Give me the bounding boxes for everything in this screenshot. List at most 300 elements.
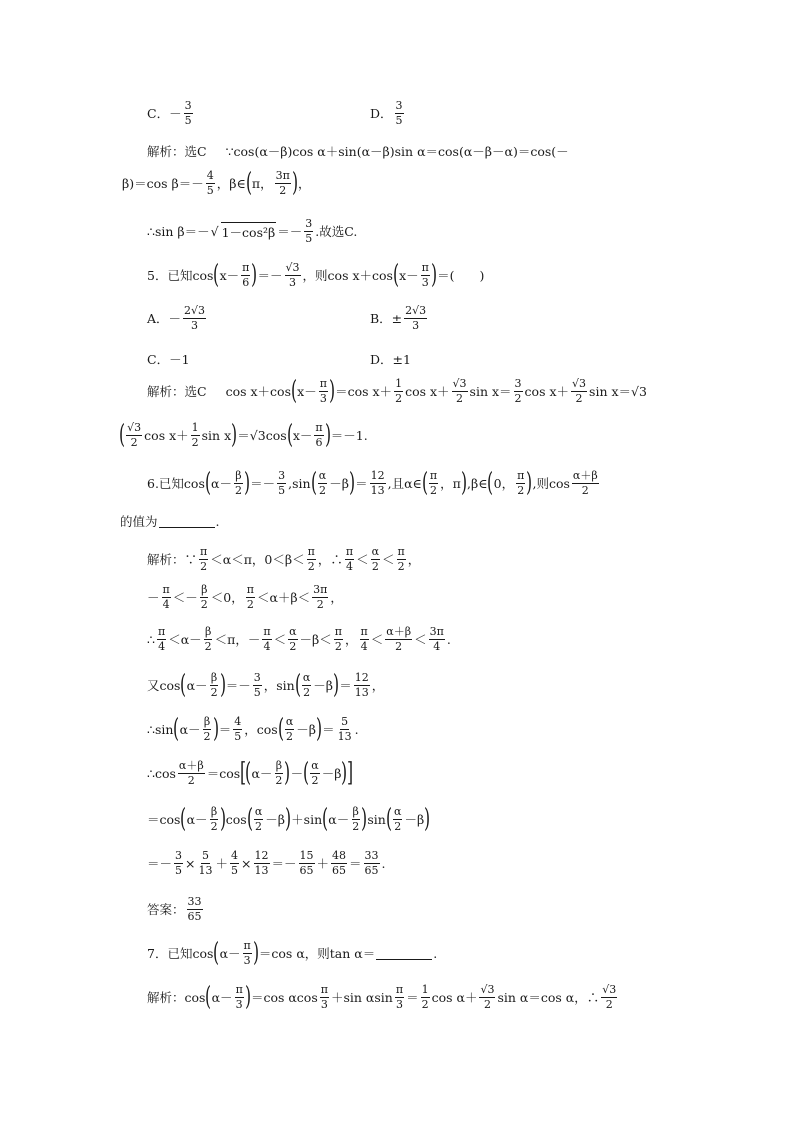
numerator: π bbox=[517, 469, 525, 482]
numerator: 4 bbox=[231, 849, 239, 862]
answer-blank bbox=[159, 515, 215, 528]
paren: ( bbox=[421, 468, 428, 499]
paren: ( bbox=[119, 420, 126, 451]
numerator: α＋β bbox=[386, 625, 412, 638]
numerator: 2√3 bbox=[405, 304, 427, 317]
q4-solution-line1 bbox=[147, 142, 569, 160]
fraction bbox=[319, 378, 328, 404]
numerator: π bbox=[242, 261, 250, 274]
solution-text: 又cos bbox=[147, 678, 181, 694]
solution-text: cos x＋ bbox=[524, 384, 570, 400]
q6-solution-line5 bbox=[147, 714, 359, 745]
question-text: ＝－ bbox=[250, 476, 276, 492]
fraction bbox=[187, 896, 203, 922]
q4-option-c bbox=[147, 100, 194, 126]
question-text: 5．已知cos bbox=[147, 268, 214, 284]
fraction bbox=[571, 378, 587, 404]
solution-text: 解析：cos bbox=[147, 990, 206, 1006]
numerator: π bbox=[345, 545, 354, 558]
paren: ( bbox=[213, 260, 220, 291]
paren: ) bbox=[460, 468, 467, 499]
paren: ) bbox=[244, 982, 251, 1013]
numerator: 3 bbox=[278, 469, 286, 482]
solution-text: ＜ bbox=[370, 632, 384, 648]
denominator: 65 bbox=[332, 863, 347, 877]
denominator: 2 bbox=[246, 597, 254, 611]
denominator: 3 bbox=[319, 391, 327, 405]
q5-option-b bbox=[370, 305, 428, 331]
numerator: β bbox=[235, 469, 242, 482]
denominator: 2 bbox=[430, 483, 438, 497]
solution-text: ＋sin bbox=[291, 812, 323, 828]
fraction bbox=[320, 984, 329, 1010]
denominator: 2 bbox=[514, 391, 522, 405]
fraction bbox=[370, 470, 386, 496]
solution-text: sin α＝cos α，∴ bbox=[497, 990, 600, 1006]
numerator: α＋β bbox=[178, 759, 204, 772]
solution-text: cos α＋ bbox=[431, 990, 478, 1006]
fraction bbox=[275, 170, 291, 196]
denominator: 3 bbox=[320, 997, 328, 1011]
solution-text: ，∴ bbox=[317, 552, 343, 568]
denominator: 2 bbox=[316, 597, 324, 611]
fraction bbox=[199, 546, 208, 572]
numerator: α＋β bbox=[572, 469, 598, 482]
fraction bbox=[314, 422, 323, 448]
numerator: α bbox=[289, 625, 297, 638]
solution-text: ＜ bbox=[273, 632, 287, 648]
fraction bbox=[395, 100, 404, 126]
q5-option-a bbox=[147, 305, 207, 331]
numerator: π bbox=[334, 625, 343, 638]
question-text: . bbox=[433, 945, 438, 961]
denominator: 13 bbox=[337, 729, 352, 743]
numerator: √3 bbox=[452, 377, 467, 390]
denominator: 2 bbox=[581, 483, 589, 497]
solution-text: × bbox=[185, 855, 196, 871]
paren: ) bbox=[251, 260, 258, 291]
fraction bbox=[162, 584, 171, 610]
numerator: 3 bbox=[253, 671, 261, 684]
fraction bbox=[254, 850, 270, 876]
paren: ) bbox=[291, 168, 298, 199]
paren: ( bbox=[246, 804, 253, 835]
solution-text: ＜ bbox=[382, 552, 395, 568]
q6-solution-line3 bbox=[147, 626, 451, 652]
denominator: 4 bbox=[433, 639, 441, 653]
paren: ( bbox=[173, 714, 180, 745]
fraction bbox=[253, 672, 262, 698]
numerator: π bbox=[235, 983, 243, 996]
paren: ( bbox=[245, 168, 252, 199]
sqrt-sign: √ bbox=[210, 223, 219, 239]
denominator: 4 bbox=[263, 639, 271, 653]
numerator: 3 bbox=[514, 377, 522, 390]
paren: ( bbox=[294, 670, 301, 701]
fraction bbox=[404, 305, 427, 331]
denominator: 5 bbox=[305, 231, 313, 245]
numerator: π bbox=[360, 625, 368, 638]
solution-text: ＜－ bbox=[172, 590, 198, 606]
numerator: 3π bbox=[429, 625, 444, 638]
numerator: β bbox=[352, 805, 359, 818]
solution-text: ＜ bbox=[414, 632, 427, 648]
fraction bbox=[235, 984, 244, 1010]
denominator: 13 bbox=[198, 863, 213, 877]
solution-text: cos x＋ bbox=[144, 428, 189, 444]
solution-text: ＋ bbox=[316, 856, 330, 872]
fraction bbox=[364, 850, 380, 876]
fraction bbox=[516, 470, 525, 496]
q6-stem-tail bbox=[120, 512, 220, 530]
solution-text: － bbox=[147, 590, 160, 606]
fraction bbox=[233, 716, 242, 742]
numerator: π bbox=[319, 377, 327, 390]
fraction bbox=[397, 546, 406, 572]
option-label: C．－ bbox=[147, 106, 182, 122]
solution-text: ＜π，－ bbox=[214, 632, 261, 648]
numerator: α bbox=[254, 805, 263, 818]
fraction bbox=[246, 584, 255, 610]
paren: ) bbox=[526, 468, 533, 499]
numerator: √3 bbox=[572, 377, 587, 390]
denominator: 3 bbox=[412, 318, 420, 332]
fraction bbox=[206, 170, 215, 196]
answer-blank bbox=[376, 947, 432, 960]
fraction bbox=[514, 378, 523, 404]
fraction bbox=[394, 378, 403, 404]
fraction bbox=[452, 378, 468, 404]
paren: ( bbox=[291, 376, 298, 407]
numerator: √3 bbox=[480, 983, 495, 996]
denominator: 6 bbox=[242, 275, 250, 289]
question-text: 的值为 bbox=[120, 514, 158, 529]
denominator: 2 bbox=[200, 559, 208, 573]
solution-text: ， bbox=[330, 590, 343, 606]
fraction bbox=[393, 806, 402, 832]
solution-text: ＜ bbox=[356, 552, 369, 568]
solution-text: ，β∈ bbox=[216, 176, 246, 192]
solution-text: ＝－1. bbox=[330, 428, 368, 444]
q5-stem bbox=[147, 260, 485, 291]
solution-label: 解析：选C bbox=[147, 384, 207, 400]
paren: ) bbox=[231, 420, 238, 451]
denominator: 4 bbox=[158, 639, 166, 653]
denominator: 65 bbox=[187, 909, 202, 923]
numerator: 1 bbox=[191, 421, 199, 434]
solution-text: α－ bbox=[179, 722, 201, 738]
fraction bbox=[178, 760, 205, 786]
numerator: 3 bbox=[184, 99, 192, 112]
solution-text: . bbox=[381, 855, 386, 871]
fraction bbox=[254, 806, 263, 832]
denominator: 2 bbox=[234, 483, 242, 497]
solution-text: ∴ bbox=[147, 631, 155, 647]
denominator: 2 bbox=[352, 819, 360, 833]
paren: ) bbox=[212, 714, 219, 745]
numerator: 3π bbox=[275, 169, 290, 182]
question-text: ＝－ bbox=[257, 268, 283, 284]
numerator: π bbox=[243, 939, 251, 952]
fraction bbox=[183, 305, 206, 331]
fraction bbox=[285, 716, 294, 742]
q5-solution-line2 bbox=[119, 420, 368, 451]
paren: ( bbox=[213, 938, 220, 969]
numerator: 12 bbox=[254, 849, 269, 862]
q6-solution-line7 bbox=[147, 804, 431, 835]
numerator: π bbox=[307, 545, 315, 558]
solution-text: ，sin bbox=[263, 678, 295, 694]
denominator: 2 bbox=[200, 597, 208, 611]
numerator: α bbox=[371, 545, 380, 558]
paren: ( bbox=[180, 804, 187, 835]
question-text: ,则cos bbox=[532, 476, 570, 492]
denominator: 2 bbox=[395, 391, 403, 405]
fraction bbox=[429, 626, 445, 652]
question-text: 6.已知cos bbox=[147, 476, 205, 492]
q7-stem bbox=[147, 938, 438, 969]
fraction bbox=[288, 626, 297, 652]
fraction bbox=[345, 546, 354, 572]
denominator: 5 bbox=[278, 483, 286, 497]
solution-text: β)＝cos β＝－ bbox=[122, 176, 204, 192]
fraction bbox=[230, 850, 239, 876]
fraction bbox=[360, 626, 369, 652]
question-text: ＝( ) bbox=[437, 268, 485, 284]
paren: ( bbox=[286, 420, 293, 451]
solution-text: ＝－ bbox=[277, 224, 303, 240]
paren: ) bbox=[328, 376, 336, 407]
question-text: ＝ bbox=[355, 476, 368, 492]
fraction bbox=[354, 672, 370, 698]
fraction bbox=[277, 470, 286, 496]
numerator: α bbox=[311, 759, 319, 772]
denominator: 2 bbox=[394, 819, 402, 833]
fraction bbox=[285, 262, 301, 288]
question-text: ，π bbox=[440, 476, 461, 492]
fraction bbox=[126, 422, 142, 448]
denominator: 2 bbox=[204, 639, 212, 653]
denominator: 2 bbox=[279, 183, 287, 197]
fraction bbox=[395, 984, 404, 1010]
fraction bbox=[421, 262, 430, 288]
numerator: 3π bbox=[313, 583, 328, 596]
denominator: 65 bbox=[299, 863, 314, 877]
numerator: √3 bbox=[127, 421, 142, 434]
denominator: 2 bbox=[397, 559, 405, 573]
denominator: 2 bbox=[483, 997, 491, 1011]
solution-text: sin x＝ bbox=[469, 384, 512, 400]
numerator: π bbox=[315, 421, 323, 434]
solution-text: sin bbox=[367, 811, 386, 827]
paren: ( bbox=[245, 758, 252, 789]
solution-text: cos bbox=[225, 811, 247, 827]
solution-text: ＝ bbox=[349, 856, 362, 872]
option-label: B．± bbox=[370, 311, 403, 327]
paren: ( bbox=[385, 804, 392, 835]
paren: ) bbox=[284, 758, 291, 789]
paren: ) bbox=[244, 468, 251, 499]
fraction bbox=[198, 850, 214, 876]
numerator: β bbox=[203, 715, 211, 728]
denominator: 2 bbox=[187, 773, 195, 787]
denominator: 2 bbox=[203, 729, 211, 743]
solution-text: ，cos bbox=[244, 722, 278, 738]
numerator: 3 bbox=[395, 99, 403, 112]
solution-text: × bbox=[241, 855, 252, 871]
solution-text: － bbox=[290, 766, 304, 782]
fraction bbox=[210, 672, 219, 698]
solution-text: ＝－ bbox=[147, 856, 173, 872]
sqrt-content: 1－cos²β bbox=[221, 222, 277, 241]
denominator: 2 bbox=[395, 639, 403, 653]
solution-text: ＝ bbox=[322, 722, 335, 738]
fraction bbox=[304, 218, 313, 244]
solution-text: α－ bbox=[186, 812, 208, 828]
fraction bbox=[174, 850, 183, 876]
solution-text: α－ bbox=[211, 990, 233, 1006]
fraction bbox=[191, 422, 200, 448]
question-text: α－ bbox=[219, 946, 241, 962]
numerator: β bbox=[210, 805, 218, 818]
question-text: 7．已知cos bbox=[147, 946, 214, 962]
option-label: A．－ bbox=[147, 311, 182, 327]
question-text: ,β∈ bbox=[467, 475, 488, 491]
fraction bbox=[337, 716, 353, 742]
denominator: 2 bbox=[456, 391, 464, 405]
fraction bbox=[572, 470, 599, 496]
fraction bbox=[351, 806, 360, 832]
bracket: [ bbox=[240, 758, 247, 789]
paren: ) bbox=[324, 420, 331, 451]
numerator: √3 bbox=[285, 261, 300, 274]
denominator: 2 bbox=[371, 559, 379, 573]
fraction bbox=[262, 626, 271, 652]
paren: ) bbox=[219, 804, 226, 835]
fraction bbox=[318, 470, 327, 496]
numerator: 1 bbox=[421, 983, 429, 996]
q5-option-d: D．±1 bbox=[370, 352, 411, 367]
question-text: x－ bbox=[219, 268, 240, 284]
solution-text: －β＜ bbox=[299, 632, 332, 648]
paren: ) bbox=[430, 260, 438, 291]
solution-text: ， bbox=[407, 552, 421, 568]
solution-text: cos x＋ bbox=[405, 384, 450, 400]
paren: ) bbox=[333, 670, 340, 701]
paren: ( bbox=[180, 670, 187, 701]
solution-text: sin x bbox=[201, 427, 232, 443]
denominator: 2 bbox=[210, 685, 218, 699]
question-text: . bbox=[215, 513, 220, 529]
denominator: 2 bbox=[130, 435, 138, 449]
numerator: α bbox=[285, 715, 294, 728]
q7-solution-line1 bbox=[147, 982, 618, 1013]
paren: ( bbox=[205, 982, 212, 1013]
q6-solution-line2 bbox=[147, 584, 343, 610]
solution-text: 解析：∵ bbox=[147, 552, 198, 568]
numerator: π bbox=[162, 583, 170, 596]
numerator: 4 bbox=[234, 715, 242, 728]
solution-text: α－ bbox=[186, 678, 208, 694]
numerator: π bbox=[397, 545, 405, 558]
denominator: 2 bbox=[191, 435, 199, 449]
solution-text: －β bbox=[296, 722, 316, 738]
denominator: 2 bbox=[275, 773, 283, 787]
denominator: 2 bbox=[517, 483, 525, 497]
numerator: π bbox=[263, 625, 271, 638]
solution-text: ＝cos bbox=[206, 766, 241, 782]
solution-text: －β bbox=[313, 678, 334, 694]
numerator: 1 bbox=[395, 377, 403, 390]
solution-label: 解析：选C bbox=[147, 144, 207, 159]
numerator: β bbox=[201, 583, 208, 596]
question-text: α－ bbox=[211, 476, 232, 492]
denominator: 5 bbox=[175, 863, 183, 877]
paren: ( bbox=[303, 758, 310, 789]
fraction bbox=[302, 672, 311, 698]
denominator: 13 bbox=[254, 863, 269, 877]
denominator: 2 bbox=[421, 997, 429, 1011]
solution-text: x－ bbox=[297, 384, 317, 400]
paren: ) bbox=[252, 938, 259, 969]
solution-text: α－ bbox=[251, 766, 273, 782]
paren: ) bbox=[341, 758, 348, 789]
fraction bbox=[479, 984, 495, 1010]
solution-text: .故选C. bbox=[315, 224, 358, 240]
solution-text: ＝ bbox=[339, 678, 352, 694]
question-text: －β bbox=[329, 476, 349, 492]
numerator: 33 bbox=[364, 849, 379, 862]
fraction bbox=[200, 584, 209, 610]
denominator: 2 bbox=[286, 729, 294, 743]
numerator: 3 bbox=[175, 849, 183, 862]
solution-text: . bbox=[446, 631, 451, 647]
denominator: 5 bbox=[184, 113, 192, 127]
solution-text: ∵cos(α－β)cos α＋sin(α－β)sin α＝cos(α－β－α)＝cos(－ bbox=[225, 144, 569, 159]
solution-text: ＝cos bbox=[147, 812, 181, 828]
fraction bbox=[601, 984, 617, 1010]
paren: ) bbox=[219, 670, 226, 701]
solution-text: ∴sin bbox=[147, 721, 174, 737]
numerator: √3 bbox=[602, 983, 617, 996]
numerator: π bbox=[246, 583, 254, 596]
numerator: 48 bbox=[332, 849, 347, 862]
question-text: 0， bbox=[493, 476, 515, 492]
denominator: 2 bbox=[303, 685, 311, 699]
fraction bbox=[310, 760, 319, 786]
fraction bbox=[429, 470, 438, 496]
denominator: 2 bbox=[307, 559, 315, 573]
solution-text: x－ bbox=[292, 428, 313, 444]
denominator: 2 bbox=[255, 819, 263, 833]
solution-text: ∴sin β＝－ bbox=[147, 224, 210, 240]
q4-solution-line3 bbox=[147, 218, 357, 244]
fraction bbox=[371, 546, 380, 572]
q6-solution-line6 bbox=[147, 758, 353, 789]
solution-text: ， bbox=[371, 678, 385, 694]
denominator: 2 bbox=[318, 483, 326, 497]
paren: ) bbox=[361, 804, 368, 835]
numerator: 3 bbox=[305, 217, 313, 230]
fraction bbox=[203, 716, 212, 742]
fraction bbox=[204, 626, 213, 652]
fraction bbox=[421, 984, 430, 1010]
fraction bbox=[331, 850, 347, 876]
solution-text: －β bbox=[321, 766, 342, 782]
solution-text: ， bbox=[298, 176, 311, 192]
solution-text: ＜α－ bbox=[168, 632, 202, 648]
question-text: ,sin bbox=[288, 475, 311, 491]
